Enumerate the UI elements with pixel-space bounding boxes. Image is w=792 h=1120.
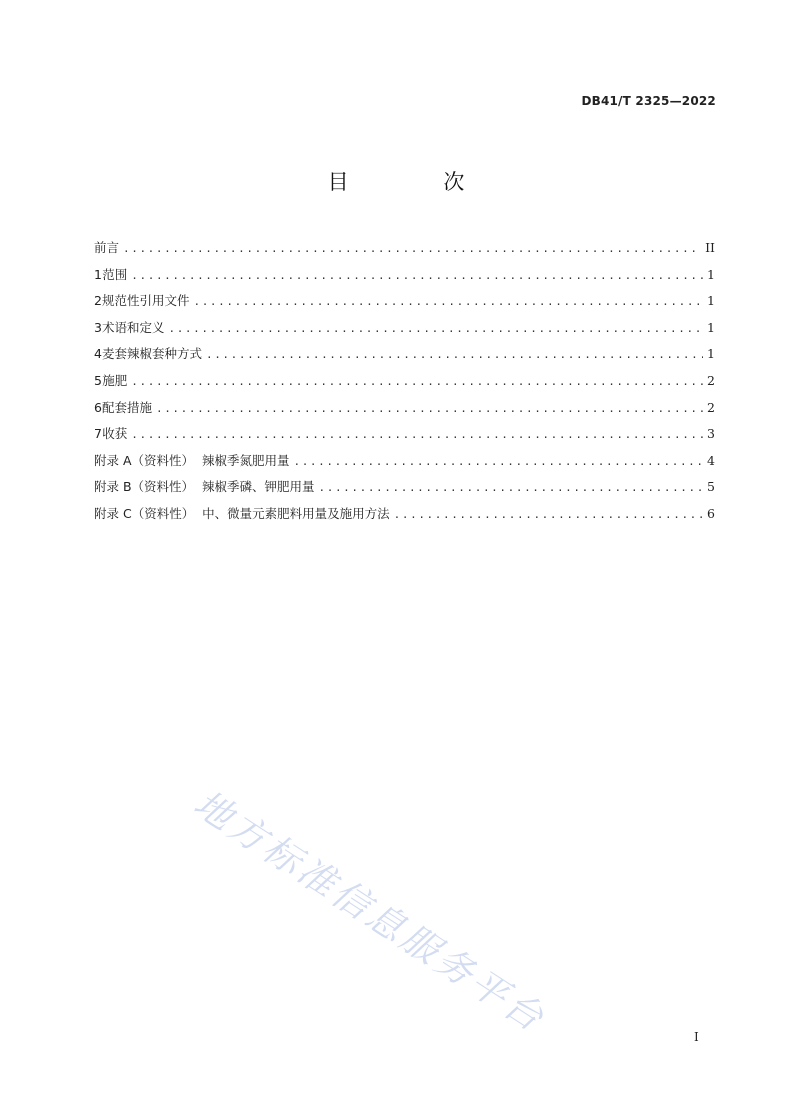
toc-title: 目 次	[327, 170, 509, 194]
toc-entry-label: 附录 C（资料性） 中、微量元素肥料用量及施用方法	[94, 505, 390, 521]
toc-leader-dots	[319, 481, 704, 494]
toc-leader-dots	[293, 455, 703, 468]
toc-entry-label: 附录 A（资料性） 辣椒季氮肥用量	[94, 452, 290, 468]
toc-entry-foreword[interactable]	[94, 238, 715, 265]
table-of-contents	[94, 238, 715, 531]
toc-entry-page: 1	[707, 346, 715, 362]
toc-leader-dots	[123, 242, 701, 255]
toc-leader-dots	[168, 322, 703, 335]
toc-entry-label: 前言	[94, 240, 120, 255]
toc-entry-label: 规范性引用文件	[101, 293, 190, 309]
toc-entry-page: 4	[707, 452, 715, 468]
toc-entry-page: 2	[707, 399, 715, 415]
toc-entry-page: 1	[707, 266, 715, 282]
toc-entry-number: 3	[94, 319, 102, 335]
toc-leader-dots	[394, 508, 703, 521]
page-number: I	[694, 1030, 699, 1044]
toc-leader-dots	[131, 375, 703, 388]
toc-entry-label: 附录 B（资料性） 辣椒季磷、钾肥用量	[94, 479, 315, 495]
toc-entry-terms[interactable]	[94, 318, 715, 345]
toc-entry-number: 2	[94, 293, 102, 309]
toc-entry-page: 6	[707, 505, 715, 521]
toc-leader-dots	[131, 428, 703, 441]
toc-entry-page: 2	[707, 372, 715, 388]
toc-entry-appendix-a[interactable]	[94, 451, 715, 478]
watermark: 地方标准信息服务平台	[186, 781, 554, 1042]
toc-entry-fertilization[interactable]	[94, 371, 715, 398]
toc-entry-number: 1	[94, 266, 102, 282]
toc-entry-harvest[interactable]	[94, 424, 715, 451]
toc-entry-page: 1	[707, 293, 715, 309]
toc-entry-number: 7	[94, 426, 102, 442]
toc-leader-dots	[131, 269, 703, 282]
standard-code: DB41/T 2325—2022	[581, 94, 716, 108]
toc-entry-page: 5	[707, 479, 715, 495]
toc-entry-label: 范围	[102, 266, 128, 282]
toc-entry-intercropping[interactable]	[94, 344, 715, 371]
toc-leader-dots	[206, 348, 703, 361]
toc-entry-page: 3	[707, 426, 715, 442]
toc-entry-normative-references[interactable]	[94, 291, 715, 318]
toc-entry-label: 收获	[102, 426, 128, 442]
toc-leader-dots	[193, 295, 703, 308]
toc-entry-scope[interactable]	[94, 265, 715, 292]
toc-entry-label: 施肥	[102, 372, 128, 388]
toc-entry-appendix-b[interactable]	[94, 477, 715, 504]
toc-entry-page: 1	[707, 319, 715, 335]
toc-entry-number: 5	[94, 372, 102, 388]
toc-entry-label: 配套措施	[101, 399, 152, 415]
toc-entry-appendix-c[interactable]	[94, 504, 715, 531]
toc-entry-page: II	[705, 240, 715, 255]
toc-entry-number: 6	[94, 399, 102, 415]
toc-entry-number: 4	[94, 346, 102, 362]
toc-leader-dots	[156, 402, 703, 415]
toc-entry-supporting-measures[interactable]	[94, 398, 715, 425]
toc-entry-label: 术语和定义	[101, 319, 165, 335]
toc-entry-label: 麦套辣椒套种方式	[101, 346, 202, 362]
